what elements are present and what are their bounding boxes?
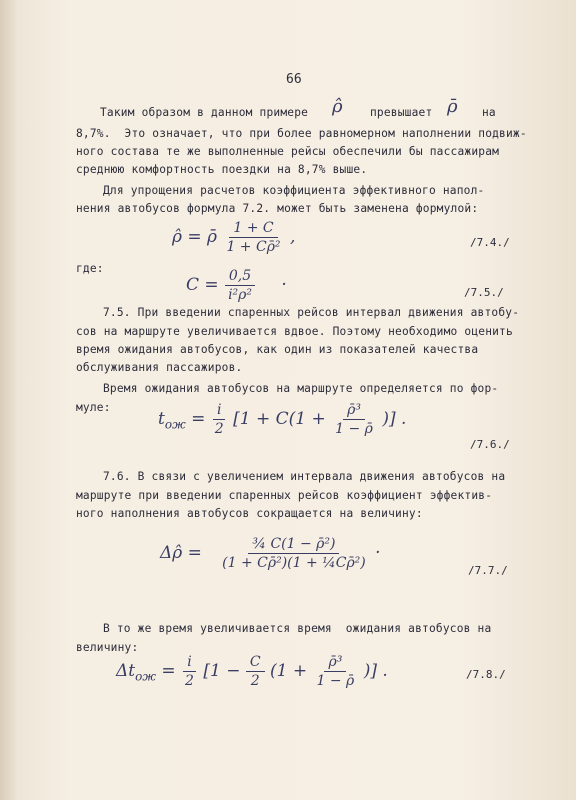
text-line: величину: bbox=[76, 641, 139, 654]
formula-number: /7.7./ bbox=[468, 564, 508, 577]
text-line: сов на маршруте увеличивается вдвое. Поэтому необходимо оценить bbox=[76, 325, 513, 338]
formula-7-8: $\Delta t_{ож}$ = $\frac{i}{2}$ [1 − $\frac{C}{2}$ (1 + $\frac{\text{ρ̄³}}{1 - \rhō}$ )] . bbox=[116, 654, 388, 689]
rho-bar-symbol: ρ̄ bbox=[447, 96, 458, 117]
text-line: время ожидания автобусов, как один из показателей качества bbox=[76, 343, 479, 356]
text-line: Таким образом в данном примере bbox=[100, 106, 309, 119]
text-line: среднюю комфортность поездки на 8,7% выше. bbox=[76, 163, 368, 176]
text-line: Время ожидания автобусов на маршруте определяется по фор- bbox=[103, 382, 499, 395]
page-number: 66 bbox=[286, 72, 302, 87]
text-line: превышает bbox=[370, 106, 433, 119]
text-line: маршруте при введении спаренных рейсов коэффициент эффектив- bbox=[76, 489, 493, 502]
text-line: нения автобусов формула 7.2. может быть заменена формулой: bbox=[76, 202, 479, 215]
text-line: обслуживания пассажиров. bbox=[76, 361, 243, 374]
formula-number: /7.4./ bbox=[470, 236, 510, 249]
rho-hat-symbol: ρ̂ bbox=[332, 96, 343, 117]
formula-number: /7.5./ bbox=[464, 286, 504, 299]
formula-7-6: $t_{ож}$ = $\frac{i}{2}$ [1 + C(1 + $\frac{\text{ρ̄³}}{1 - \rhō}$ )] . bbox=[158, 402, 407, 437]
text-line: В то же время увеличивается время ожидания автобусов на bbox=[103, 622, 492, 635]
formula-7-5: C = $\frac{0,5}{\text{i²ρ²}}$ · bbox=[186, 268, 287, 303]
text-line: 7.6. В связи с увеличением интервала движения автобусов на bbox=[103, 470, 506, 483]
formula-7-7: Δρ̂ = $\frac{\text{¾ C(1 − ρ̄²)}}{\text{(1 + Cρ̄²)(1 + ¼Cρ̄²)}}$ · bbox=[160, 536, 381, 571]
formula-number: /7.8./ bbox=[466, 668, 506, 681]
text-line: 7.5. При введении спаренных рейсов интервал движения автобу- bbox=[103, 306, 520, 319]
text-line: муле: bbox=[76, 401, 111, 414]
text-line: на bbox=[482, 106, 496, 119]
text-line: ного наполнения автобусов сокращается на величину: bbox=[76, 507, 423, 520]
text-line: ного состава те же выполненные рейсы обеспечили бы пассажирам bbox=[76, 145, 500, 158]
formula-7-4: ρ̂ = ρ̄ $\frac{1 + C}{\text{1 + Cρ̄²}}$ , bbox=[172, 220, 296, 255]
formula-number: /7.6./ bbox=[470, 438, 510, 451]
page-edge-shadow bbox=[0, 0, 18, 800]
text-line: где: bbox=[76, 262, 104, 275]
text-line: 8,7%. Это означает, что при более равномерном наполнении подвиж- bbox=[76, 127, 527, 140]
text-line: Для упрощения расчетов коэффициента эффективного напол- bbox=[103, 184, 485, 197]
